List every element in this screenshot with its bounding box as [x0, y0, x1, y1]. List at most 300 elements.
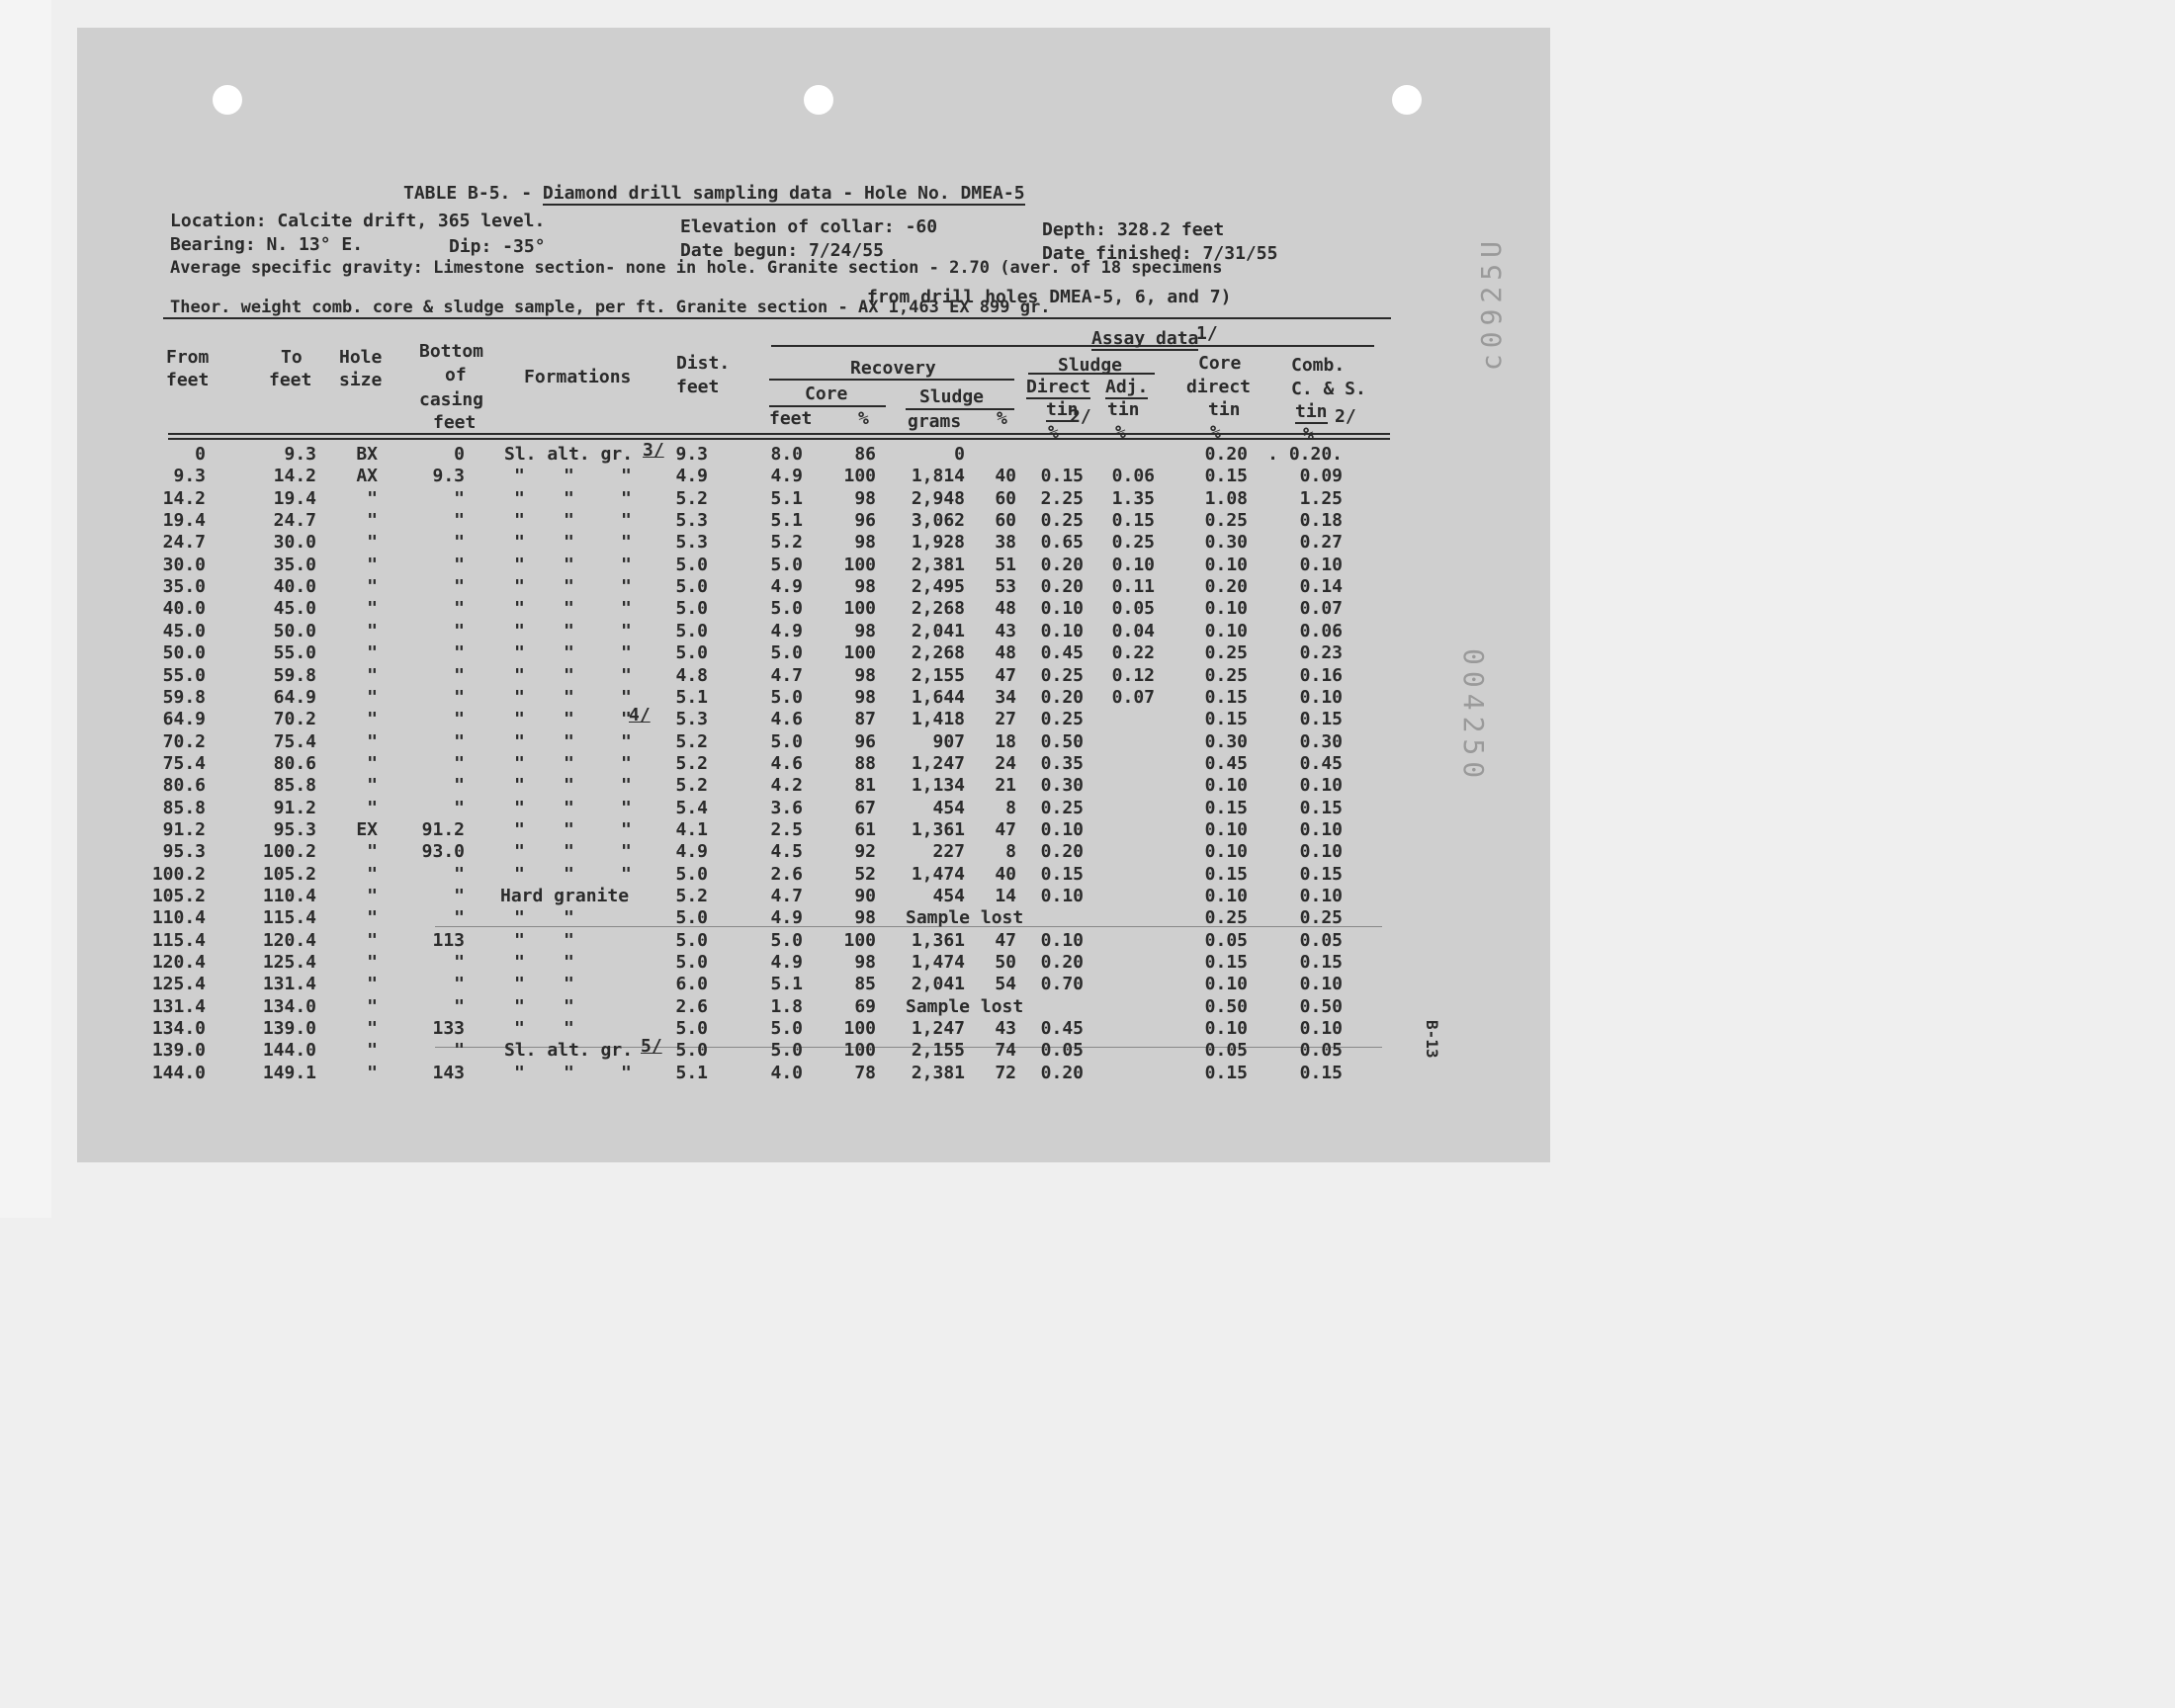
cell-formation-1: ": [514, 554, 525, 575]
cell-size: ": [367, 686, 378, 708]
cell-from: 0: [195, 444, 206, 465]
cell-formation-1: ": [514, 952, 525, 974]
cell-formation-3: ": [621, 818, 632, 840]
cell-formation-3: ": [621, 1062, 632, 1083]
header-from: From: [166, 347, 210, 368]
cell-direct: 0.05: [1040, 1040, 1084, 1062]
cell-comb: 0.10: [1299, 775, 1343, 797]
cell-direct: 0.15: [1040, 863, 1084, 885]
cell-adj: 0.10: [1111, 554, 1155, 575]
cell-dist: 5.0: [675, 642, 708, 664]
cell-casing: ": [454, 510, 465, 532]
cell-formation-1: ": [514, 818, 525, 840]
header-comb-note: 2/: [1335, 406, 1356, 427]
cell-from: 85.8: [162, 797, 206, 818]
punch-hole-left: [213, 85, 242, 115]
header-to-feet: feet: [269, 370, 312, 390]
cell-core-ft: 5.1: [770, 974, 803, 995]
rule-top: [163, 317, 1391, 319]
cell-dist: 5.0: [675, 929, 708, 951]
cell-casing: ": [454, 686, 465, 708]
cell-core-pct: 98: [854, 664, 876, 686]
cell-to: 85.8: [273, 775, 316, 797]
cell-footnote: 4/: [629, 705, 651, 726]
cell-core-ft: 5.0: [770, 929, 803, 951]
cell-to: 55.0: [273, 642, 316, 664]
cell-core-tin: 0.15: [1204, 863, 1248, 885]
header-core-direct-2: direct: [1186, 377, 1252, 397]
cell-formation-2: ": [564, 510, 574, 532]
cell-sludge-grams: Sample lost: [906, 995, 1024, 1017]
cell-casing: 9.3: [432, 466, 465, 487]
cell-formation-3: ": [621, 686, 632, 708]
cell-direct: 2.25: [1040, 487, 1084, 509]
cell-core-tin: 0.10: [1204, 841, 1248, 863]
cell-core-tin: 0.10: [1204, 974, 1248, 995]
cell-sludge-pct: 48: [995, 642, 1016, 664]
cell-formation-2: ": [564, 841, 574, 863]
cell-size: ": [367, 730, 378, 752]
cell-comb: 0.05: [1299, 929, 1343, 951]
cell-core-tin: 0.15: [1204, 1062, 1248, 1083]
cell-casing: ": [454, 487, 465, 509]
cell-dist: 2.6: [675, 995, 708, 1017]
cell-formation-1: ": [514, 841, 525, 863]
cell-core-pct: 100: [843, 554, 876, 575]
cell-direct: 0.15: [1040, 466, 1084, 487]
cell-from: 19.4: [162, 510, 206, 532]
cell-core-pct: 98: [854, 532, 876, 554]
cell-from: 24.7: [162, 532, 206, 554]
header-adj-pct: %: [1115, 422, 1126, 443]
cell-size: ": [367, 863, 378, 885]
cell-formation-2: ": [564, 995, 574, 1017]
cell-core-ft: 1.8: [770, 995, 803, 1017]
cell-formation-2: ": [564, 730, 574, 752]
punch-hole-right: [1392, 85, 1422, 115]
cell-comb: 0.15: [1299, 797, 1343, 818]
side-stamp-top: c0925U: [1475, 235, 1508, 372]
cell-sludge-pct: 53: [995, 576, 1016, 598]
cell-formation-1: ": [514, 995, 525, 1017]
cell-formation: Sl. alt. gr.: [504, 1040, 634, 1062]
header-core-direct-tin: tin: [1208, 399, 1241, 420]
cell-core-ft: 2.5: [770, 818, 803, 840]
cell-from: 9.3: [173, 466, 206, 487]
side-stamp-mid: 004250: [1457, 648, 1490, 785]
cell-from: 35.0: [162, 576, 206, 598]
cell-adj: 0.04: [1111, 620, 1155, 641]
cell-dist: 5.4: [675, 797, 708, 818]
cell-sludge-grams: 2,381: [911, 554, 965, 575]
cell-formation-2: ": [564, 929, 574, 951]
cell-direct: 0.25: [1040, 664, 1084, 686]
cell-direct: 0.45: [1040, 642, 1084, 664]
cell-footnote: 3/: [643, 440, 664, 461]
cell-core-ft: 3.6: [770, 797, 803, 818]
title-prefix: TABLE B-5. -: [403, 183, 543, 204]
rule-core: [769, 405, 886, 407]
cell-from: 125.4: [151, 974, 206, 995]
header-size: size: [339, 370, 383, 390]
cell-direct: 0.10: [1040, 818, 1084, 840]
cell-size: ": [367, 709, 378, 730]
cell-sludge-pct: 48: [995, 598, 1016, 620]
cell-dist: 5.2: [675, 730, 708, 752]
header-assay-note: 1/: [1196, 323, 1218, 344]
cell-core-tin: 0.30: [1204, 532, 1248, 554]
cell-core-pct: 86: [854, 444, 876, 465]
cell-core-ft: 5.1: [770, 510, 803, 532]
cell-from: 80.6: [162, 775, 206, 797]
cell-dist: 5.2: [675, 487, 708, 509]
cell-sludge-pct: 38: [995, 532, 1016, 554]
cell-sludge-pct: 40: [995, 466, 1016, 487]
cell-sludge-grams: 0: [954, 444, 965, 465]
cell-dist: 5.0: [675, 863, 708, 885]
cell-to: 110.4: [262, 886, 316, 906]
cell-sludge-grams: 1,814: [911, 466, 965, 487]
cell-formation-1: ": [514, 863, 525, 885]
cell-sludge-pct: 54: [995, 974, 1016, 995]
cell-core-ft: 5.0: [770, 1040, 803, 1062]
cell-core-ft: 8.0: [770, 444, 803, 465]
cell-to: 30.0: [273, 532, 316, 554]
cell-size: ": [367, 952, 378, 974]
header-direct-tin: tin: [1046, 399, 1079, 420]
cell-dist: 5.0: [675, 554, 708, 575]
header-core-pct: %: [858, 408, 869, 429]
cell-casing: ": [454, 863, 465, 885]
cell-to: 95.3: [273, 818, 316, 840]
cell-formation-1: ": [514, 532, 525, 554]
cell-formation-1: ": [514, 797, 525, 818]
cell-core-tin: 0.05: [1204, 929, 1248, 951]
cell-core-tin: 0.20: [1204, 444, 1248, 465]
cell-formation-3: ": [621, 532, 632, 554]
cell-comb: 0.10: [1299, 554, 1343, 575]
cell-formation-1: ": [514, 730, 525, 752]
cell-adj: 0.25: [1111, 532, 1155, 554]
cell-dist: 5.0: [675, 907, 708, 929]
cell-formation-3: ": [621, 487, 632, 509]
cell-formation-3: ": [621, 797, 632, 818]
cell-casing: ": [454, 1040, 465, 1062]
cell-formation-3: ": [621, 466, 632, 487]
cell-core-ft: 4.9: [770, 576, 803, 598]
cell-direct: 0.20: [1040, 554, 1084, 575]
punch-hole-center: [804, 85, 833, 115]
cell-dist: 5.3: [675, 510, 708, 532]
title-main: Diamond drill sampling data - Hole No. DMEA-5: [542, 183, 1025, 204]
cell-comb: 0.05: [1299, 1040, 1343, 1062]
cell-core-pct: 78: [854, 1062, 876, 1083]
cell-comb: 0.07: [1299, 598, 1343, 620]
cell-to: 131.4: [262, 974, 316, 995]
cell-direct: 0.45: [1040, 1018, 1084, 1040]
cell-formation-3: ": [621, 664, 632, 686]
cell-dist: 9.3: [675, 444, 708, 465]
cell-direct: 0.50: [1040, 730, 1084, 752]
cell-core-ft: 5.0: [770, 598, 803, 620]
cell-comb: 0.10: [1299, 1018, 1343, 1040]
dip-text: Dip: -35°: [449, 236, 546, 257]
cell-formation-3: ": [621, 730, 632, 752]
cell-formation-2: ": [564, 863, 574, 885]
cell-direct: 0.25: [1040, 709, 1084, 730]
cell-formation-1: ": [514, 598, 525, 620]
cell-to: 64.9: [273, 686, 316, 708]
cell-core-ft: 5.0: [770, 554, 803, 575]
cell-dist: 6.0: [675, 974, 708, 995]
cell-core-pct: 85: [854, 974, 876, 995]
cell-core-ft: 4.0: [770, 1062, 803, 1083]
cell-core-pct: 92: [854, 841, 876, 863]
cell-to: 100.2: [262, 841, 316, 863]
cell-core-pct: 98: [854, 620, 876, 641]
cell-core-pct: 98: [854, 686, 876, 708]
cell-comb: 0.45: [1299, 752, 1343, 774]
cell-core-pct: 100: [843, 642, 876, 664]
gravity-text-1: Average specific gravity: Limestone section- none in hole. Granite section - 2.70 (aver. of 18 specimens: [170, 258, 1223, 278]
cell-direct: 0.65: [1040, 532, 1084, 554]
cell-to: 139.0: [262, 1018, 316, 1040]
cell-formation-1: ": [514, 576, 525, 598]
cell-sludge-grams: 227: [932, 841, 965, 863]
cell-direct: 0.20: [1040, 952, 1084, 974]
cell-core-tin: 0.10: [1204, 818, 1248, 840]
cell-dist: 5.1: [675, 686, 708, 708]
cell-to: 14.2: [273, 466, 316, 487]
cell-comb: 0.30: [1299, 730, 1343, 752]
cell-core-ft: 4.6: [770, 709, 803, 730]
table-title: [403, 184, 1025, 204]
gravity-text-2: from drill holes DMEA-5, 6, and 7): [867, 287, 1232, 307]
header-adj: Adj.: [1105, 377, 1149, 397]
cell-adj: 0.05: [1111, 598, 1155, 620]
elevation-text: Elevation of collar: -60: [680, 216, 938, 237]
cell-core-tin: 0.15: [1204, 466, 1248, 487]
cell-casing: ": [454, 886, 465, 906]
cell-casing: 133: [432, 1018, 465, 1040]
cell-dist: 5.3: [675, 532, 708, 554]
cell-casing: ": [454, 974, 465, 995]
cell-core-tin: 0.10: [1204, 886, 1248, 906]
cell-formation-3: ": [621, 709, 632, 730]
cell-casing: 0: [454, 444, 465, 465]
cell-to: 59.8: [273, 664, 316, 686]
cell-formation-2: ": [564, 797, 574, 818]
cell-sludge-pct: 47: [995, 929, 1016, 951]
cell-casing: ": [454, 775, 465, 797]
header-dist: Dist.: [676, 353, 731, 374]
cell-formation-2: ": [564, 466, 574, 487]
cell-sludge-grams: 2,268: [911, 598, 965, 620]
cell-sludge-pct: 40: [995, 863, 1016, 885]
cell-to: 144.0: [262, 1040, 316, 1062]
cell-from: 105.2: [151, 886, 206, 906]
cell-from: 40.0: [162, 598, 206, 620]
date-finished-text: Date finished: 7/31/55: [1042, 243, 1278, 264]
cell-formation-2: ": [564, 1062, 574, 1083]
header-bottom: Bottom: [419, 341, 484, 362]
cell-casing: 113: [432, 929, 465, 951]
cell-to: 9.3: [284, 444, 316, 465]
cell-core-pct: 100: [843, 466, 876, 487]
cell-comb: 1.25: [1299, 487, 1343, 509]
cell-formation-2: ": [564, 598, 574, 620]
cell-comb: 0.10: [1299, 974, 1343, 995]
header-formations: Formations: [524, 367, 632, 387]
cell-sludge-grams: 2,948: [911, 487, 965, 509]
cell-sludge-pct: 27: [995, 709, 1016, 730]
cell-adj: 0.22: [1111, 642, 1155, 664]
cell-core-tin: 0.10: [1204, 554, 1248, 575]
cell-casing: ": [454, 554, 465, 575]
cell-core-pct: 98: [854, 952, 876, 974]
cell-sludge-grams: 1,644: [911, 686, 965, 708]
cell-core-pct: 90: [854, 886, 876, 906]
cell-comb: 0.10: [1299, 841, 1343, 863]
cell-dist: 5.2: [675, 886, 708, 906]
header-sludge: Sludge: [919, 386, 985, 407]
cell-formation-3: ": [621, 642, 632, 664]
cell-sludge-grams: 1,134: [911, 775, 965, 797]
cell-formation-2: ": [564, 554, 574, 575]
cell-footnote: 5/: [641, 1036, 662, 1058]
cell-size: ": [367, 576, 378, 598]
cell-to: 45.0: [273, 598, 316, 620]
cell-sludge-grams: 1,361: [911, 929, 965, 951]
cell-core-ft: 4.9: [770, 620, 803, 641]
header-sludge-grams: grams: [908, 411, 962, 432]
cell-sludge-grams: 1,361: [911, 818, 965, 840]
cell-comb: 0.50: [1299, 995, 1343, 1017]
cell-casing: 93.0: [421, 841, 465, 863]
cell-comb: 0.27: [1299, 532, 1343, 554]
cell-sludge-pct: 14: [995, 886, 1016, 906]
cell-core-tin: 0.25: [1204, 642, 1248, 664]
cell-size: ": [367, 1062, 378, 1083]
cell-casing: ": [454, 730, 465, 752]
cell-formation-2: ": [564, 686, 574, 708]
cell-formation-1: ": [514, 929, 525, 951]
cell-formation-3: ": [621, 576, 632, 598]
cell-formation-1: ": [514, 907, 525, 929]
cell-core-ft: 4.5: [770, 841, 803, 863]
cell-comb: 0.14: [1299, 576, 1343, 598]
cell-core-pct: 61: [854, 818, 876, 840]
cell-formation-2: ": [564, 1018, 574, 1040]
cell-size: ": [367, 1018, 378, 1040]
cell-formation-1: ": [514, 974, 525, 995]
rule-assay: [771, 345, 1374, 347]
cell-casing: ": [454, 797, 465, 818]
cell-formation-2: ": [564, 775, 574, 797]
cell-dist: 5.0: [675, 598, 708, 620]
cell-sludge-pct: 34: [995, 686, 1016, 708]
cell-core-tin: 0.15: [1204, 952, 1248, 974]
cell-core-ft: 2.6: [770, 863, 803, 885]
cell-formation-2: ": [564, 576, 574, 598]
cell-casing: ": [454, 576, 465, 598]
cell-formation-1: ": [514, 487, 525, 509]
cell-core-pct: 67: [854, 797, 876, 818]
cell-formation-1: ": [514, 1018, 525, 1040]
cell-direct: 0.20: [1040, 841, 1084, 863]
cell-core-ft: 4.2: [770, 775, 803, 797]
cell-to: 24.7: [273, 510, 316, 532]
cell-sludge-grams: 1,474: [911, 952, 965, 974]
cell-from: 14.2: [162, 487, 206, 509]
cell-formation-3: ": [621, 620, 632, 641]
cell-size: ": [367, 532, 378, 554]
cell-adj: 0.07: [1111, 686, 1155, 708]
header-comb-pct: %: [1303, 424, 1314, 445]
cell-formation-2: ": [564, 709, 574, 730]
cell-core-ft: 4.7: [770, 664, 803, 686]
cell-sludge-grams: 2,041: [911, 974, 965, 995]
cell-from: 139.0: [151, 1040, 206, 1062]
cell-formation-1: ": [514, 775, 525, 797]
cell-core-tin: 1.08: [1204, 487, 1248, 509]
header-comb-tin: tin: [1295, 401, 1328, 422]
cell-formation-2: ": [564, 487, 574, 509]
cell-dist: 5.0: [675, 952, 708, 974]
cell-core-ft: 4.9: [770, 466, 803, 487]
cell-dist: 4.9: [675, 841, 708, 863]
cell-adj: 1.35: [1111, 487, 1155, 509]
cell-dist: 5.2: [675, 752, 708, 774]
header-core-direct-pct: %: [1210, 422, 1221, 443]
header-casing: casing: [419, 389, 484, 410]
bearing-text: Bearing: N. 13° E.: [170, 234, 364, 255]
cell-adj: 0.15: [1111, 510, 1155, 532]
cell-dist: 4.9: [675, 466, 708, 487]
cell-formation-3: ": [621, 775, 632, 797]
cell-sludge-grams: 1,247: [911, 752, 965, 774]
header-comb: Comb.: [1291, 355, 1346, 376]
cell-casing: ": [454, 532, 465, 554]
header-hole: Hole: [339, 347, 383, 368]
cell-to: 19.4: [273, 487, 316, 509]
cell-core-pct: 96: [854, 510, 876, 532]
cell-core-tin: 0.15: [1204, 686, 1248, 708]
cell-core-tin: 0.25: [1204, 510, 1248, 532]
cell-formation-2: ": [564, 642, 574, 664]
cell-size: ": [367, 886, 378, 906]
header-casing-feet: feet: [433, 412, 477, 433]
cell-adj: 0.06: [1111, 466, 1155, 487]
cell-comb: . 0.20.: [1267, 444, 1343, 465]
cell-dist: 5.3: [675, 709, 708, 730]
cell-direct: 0.10: [1040, 598, 1084, 620]
cell-sludge-grams: 1,418: [911, 709, 965, 730]
cell-size: BX: [356, 444, 378, 465]
cell-core-tin: 0.10: [1204, 598, 1248, 620]
cell-sludge-grams: 454: [932, 886, 965, 906]
cell-formation-3: ": [621, 752, 632, 774]
cell-dist: 5.0: [675, 620, 708, 641]
cell-formation-1: ": [514, 642, 525, 664]
cell-core-pct: 52: [854, 863, 876, 885]
cell-core-pct: 87: [854, 709, 876, 730]
cell-comb: 0.06: [1299, 620, 1343, 641]
cell-sludge-grams: 454: [932, 797, 965, 818]
cell-comb: 0.16: [1299, 664, 1343, 686]
cell-to: 75.4: [273, 730, 316, 752]
cell-dist: 4.8: [675, 664, 708, 686]
